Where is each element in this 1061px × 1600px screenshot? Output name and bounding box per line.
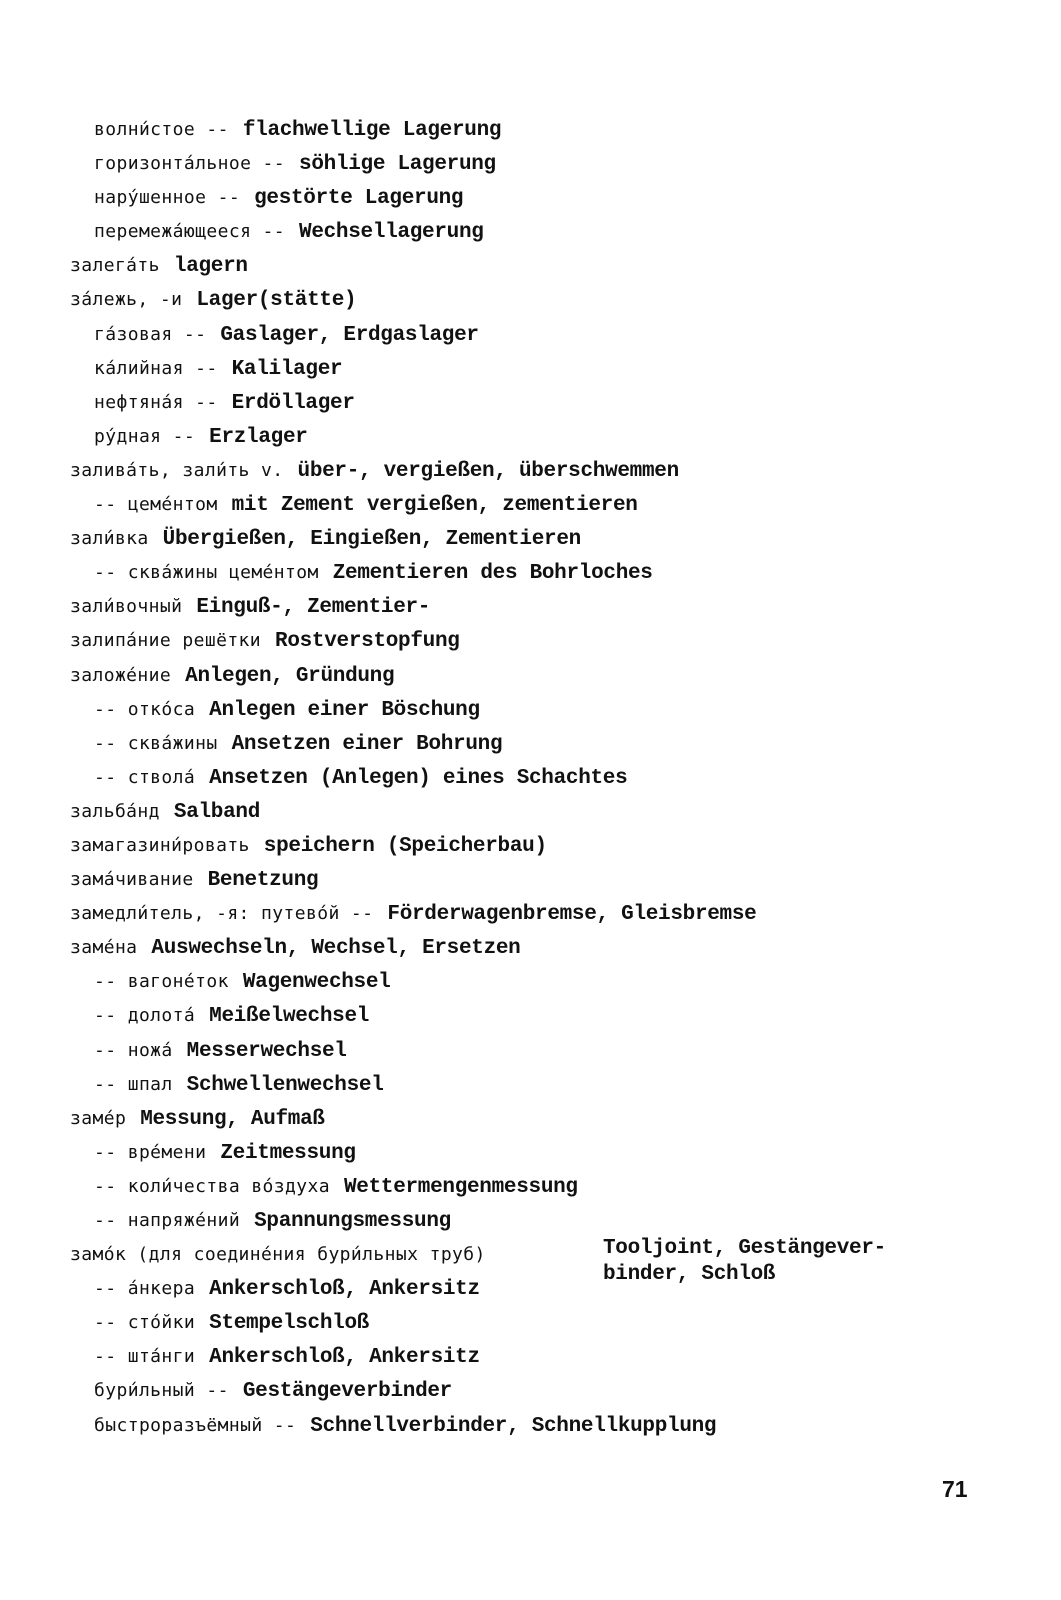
russian-term: -- напряже́ний	[94, 1210, 241, 1231]
dictionary-entry	[70, 249, 1030, 283]
german-translation: Ankerschloß, Ankersitz	[209, 1278, 480, 1302]
dictionary-entry	[70, 488, 1030, 522]
german-translation: speichern (Speicherbau)	[263, 834, 547, 858]
german-translation: Stempelschloß	[209, 1312, 370, 1336]
german-translation: Wagenwechsel	[242, 971, 391, 995]
german-translation: Anlegen, Gründung	[185, 664, 395, 688]
russian-term: нару́шенное --	[94, 187, 241, 209]
dictionary-entry	[70, 386, 1030, 420]
page-number: 71	[942, 1476, 968, 1502]
dictionary-entry	[70, 113, 1030, 147]
german-translation: Meißelwechsel	[209, 1005, 370, 1029]
russian-term: -- вагоне́ток	[94, 971, 229, 993]
russian-term: залипа́ние решётки	[70, 630, 262, 652]
dictionary-entry	[70, 1068, 1030, 1102]
german-translation: Gestängeverbinder	[242, 1380, 452, 1404]
german-translation: Ankerschloß, Ankersitz	[209, 1346, 480, 1370]
dictionary-entry	[70, 283, 1030, 317]
russian-term: нефтяна́я --	[94, 391, 218, 413]
dictionary-entry	[70, 1204, 1030, 1238]
dictionary-entry	[70, 693, 1030, 727]
russian-term: га́зовая --	[94, 323, 207, 345]
russian-term: залива́ть, зали́ть v.	[70, 459, 284, 481]
german-translation: Schnellverbinder, Schnellkupplung	[310, 1414, 717, 1438]
russian-term: -- сто́йки	[94, 1312, 196, 1334]
german-translation: flachwellige Lagerung	[242, 119, 502, 142]
german-translation: Wettermengenmessung	[343, 1175, 578, 1199]
dictionary-entry	[70, 1374, 1030, 1408]
dictionary-entry	[70, 727, 1030, 761]
russian-term: -- вре́мени	[94, 1141, 207, 1163]
dictionary-entry	[70, 318, 1030, 352]
dictionary-entry	[70, 1102, 1030, 1136]
russian-term: за́лежь, -и	[70, 289, 183, 311]
russian-term: -- ножа́	[94, 1039, 173, 1061]
russian-term: -- отко́са	[94, 698, 196, 720]
german-translation: lagern	[173, 255, 248, 279]
german-translation: gestörte Lagerung	[254, 187, 464, 211]
german-translation: Schwellenwechsel	[186, 1073, 384, 1097]
dictionary-entry	[70, 1306, 1030, 1340]
russian-term: -- шта́нги	[94, 1346, 196, 1368]
german-translation: Erzlager	[209, 425, 308, 449]
side-translation: Tooljoint, Gestängever- binder, Schloß	[603, 1237, 886, 1286]
dictionary-entry	[70, 659, 1030, 693]
german-translation: Zementieren des Bohrloches	[332, 562, 653, 586]
russian-term: зали́вочный	[70, 596, 183, 618]
german-translation: Messung, Aufmaß	[140, 1107, 325, 1131]
german-translation: Messerwechsel	[186, 1039, 347, 1063]
russian-term: заложе́ние	[70, 664, 172, 686]
russian-term: замо́к (для соедине́ния бури́льных труб)	[70, 1244, 486, 1266]
dictionary-entry	[70, 829, 1030, 863]
dictionary-entry	[70, 590, 1030, 624]
german-translation: mit Zement vergießen, zementieren	[231, 494, 638, 518]
russian-term: зама́чивание	[70, 869, 194, 891]
russian-term: -- цеме́нтом	[94, 494, 218, 516]
dictionary-entry	[70, 795, 1030, 829]
dictionary-entry	[70, 1136, 1030, 1170]
dictionary-entry	[70, 215, 1030, 249]
german-translation: Einguß-, Zementier-	[196, 596, 431, 620]
dictionary-entry	[70, 761, 1030, 795]
russian-term: заме́р	[70, 1107, 127, 1129]
german-translation: Spannungsmessung	[254, 1210, 451, 1233]
german-translation: Zeitmessung	[220, 1141, 356, 1165]
dictionary-entry	[70, 624, 1030, 658]
german-translation: Förderwagenbremse, Gleisbremse	[387, 903, 757, 927]
russian-term: быстроразъёмный --	[94, 1414, 297, 1436]
dictionary-entry	[70, 1034, 1030, 1068]
german-translation: Wechsellagerung	[299, 221, 484, 245]
russian-term: ру́дная --	[94, 425, 196, 447]
german-translation: Lager(stätte)	[196, 289, 357, 313]
german-translation: söhlige Lagerung	[299, 153, 496, 177]
russian-term: волни́стое --	[94, 119, 229, 140]
russian-term: -- сква́жины цеме́нтом	[94, 562, 319, 584]
russian-term: -- шпал	[94, 1073, 173, 1095]
dictionary-entry	[70, 352, 1030, 386]
german-translation: Ansetzen einer Bohrung	[231, 732, 503, 756]
german-translation: Rostverstopfung	[275, 630, 460, 654]
russian-term: залега́ть	[70, 255, 160, 277]
russian-term: горизонта́льное --	[94, 153, 286, 175]
german-translation: Benetzung	[207, 869, 319, 893]
dictionary-entry	[70, 1409, 1030, 1443]
dictionary-entry	[70, 999, 1030, 1033]
german-translation: Auswechseln, Wechsel, Ersetzen	[151, 937, 521, 961]
dictionary-entry	[70, 1170, 1030, 1204]
dictionary-entry	[70, 147, 1030, 181]
russian-term: бури́льный --	[94, 1380, 229, 1402]
dictionary-entry	[70, 863, 1030, 897]
german-translation: Übergießen, Eingießen, Zementieren	[162, 528, 581, 552]
german-translation: über-, vergießen, überschwemmen	[297, 459, 679, 483]
dictionary-entry	[70, 965, 1030, 999]
german-translation: Salband	[173, 800, 261, 824]
russian-term: ка́лийная --	[94, 357, 218, 379]
russian-term: -- ствола́	[94, 766, 196, 788]
dictionary-entry	[70, 1340, 1030, 1374]
russian-term: перемежа́ющееся --	[94, 221, 286, 243]
dictionary-entry	[70, 556, 1030, 590]
dictionary-entry	[70, 420, 1030, 454]
russian-term: замедли́тель, -я: путево́й --	[70, 903, 374, 925]
russian-term: заме́на	[70, 937, 138, 959]
dictionary-entry	[70, 522, 1030, 556]
german-translation: Gaslager, Erdgaslager	[220, 323, 479, 347]
russian-term: -- долота́	[94, 1005, 196, 1027]
dictionary-entry	[70, 897, 1030, 931]
russian-term: -- а́нкера	[94, 1278, 196, 1300]
german-translation: Anlegen einer Böschung	[209, 698, 480, 722]
russian-term: -- сква́жины	[94, 732, 218, 754]
russian-term: зальба́нд	[70, 800, 160, 822]
dictionary-entry	[70, 181, 1030, 215]
german-translation: Kalilager	[231, 357, 343, 381]
german-translation: Ansetzen (Anlegen) eines Schachtes	[209, 766, 628, 790]
russian-term: -- коли́чества во́здуха	[94, 1175, 330, 1197]
dictionary-entry	[70, 454, 1030, 488]
german-translation: Erdöllager	[231, 391, 355, 415]
russian-term: зали́вка	[70, 528, 149, 550]
dictionary-entry	[70, 931, 1030, 965]
russian-term: замагазини́ровать	[70, 834, 250, 856]
